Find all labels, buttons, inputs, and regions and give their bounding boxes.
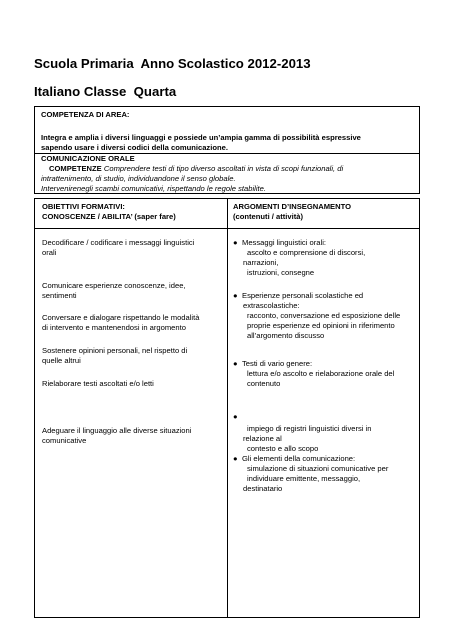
- bullet-icon: ●: [233, 238, 238, 247]
- topic-item: ● Gli elementi della comunicazione:: [233, 454, 356, 463]
- competenza-line-1: Integra e amplia i diversi linguaggi e possiede un’ampia gamma di possibilità espressive: [41, 133, 361, 142]
- topic-item: racconto, conversazione ed esposizione delle: [247, 311, 401, 320]
- competenze-text: Comprendere testi di tipo diverso ascoltati in vista di scopi funzionali, di: [101, 164, 344, 173]
- bullet-icon: ●: [233, 291, 238, 300]
- competenza-box: [34, 106, 420, 194]
- left-header-1: OBIETTIVI FORMATIVI:: [42, 202, 125, 211]
- topic-item: destinatario: [243, 484, 283, 493]
- column-divider: [227, 199, 228, 617]
- document-subtitle: Italiano Classe Quarta: [34, 84, 177, 99]
- topic-item: individuare emittente, messaggio,: [247, 474, 361, 483]
- topic-item: ● Testi di vario genere:: [233, 359, 313, 368]
- competenze-line-2: intrattenimento, di studio, individuandone il senso globale.: [41, 174, 236, 183]
- topic-item: relazione al: [243, 434, 282, 443]
- right-header-2: (contenuti / attività): [233, 212, 304, 221]
- topic-item: extrascolastiche:: [243, 301, 300, 310]
- topic-item: impiego di registri linguistici diversi in: [247, 424, 372, 433]
- topic-item: simulazione di situazioni comunicative per: [247, 464, 389, 473]
- objective-item: sentimenti: [42, 291, 77, 300]
- topic-item: ● Messaggi linguistici orali:: [233, 238, 326, 247]
- competenze-line-3: Intervenirenegli scambi comunicativi, rispettando le regole stabilite.: [41, 184, 266, 193]
- objectives-table: [34, 198, 420, 618]
- competenze-label: COMPETENZE: [49, 164, 102, 173]
- objective-item: Comunicare esperienze conoscenze, idee,: [42, 281, 186, 290]
- document-title: Scuola Primaria Anno Scolastico 2012-2013: [34, 56, 311, 71]
- topic-item: ● Esperienze personali scolastiche ed: [233, 291, 364, 300]
- right-header-1: ARGOMENTI D’INSEGNAMENTO: [233, 202, 351, 211]
- objective-item: quelle altrui: [42, 356, 81, 365]
- topic-item: ascolto e comprensione di discorsi,: [247, 248, 366, 257]
- objective-item: di intervento e mantenendosi in argomento: [42, 323, 186, 332]
- topic-item: istruzioni, consegne: [247, 268, 315, 277]
- bullet-icon: ●: [233, 359, 238, 368]
- objective-item: Adeguare il linguaggio alle diverse situazioni: [42, 426, 192, 435]
- topic-item: lettura e/o ascolto e rielaborazione orale del: [247, 369, 395, 378]
- competenza-line-2: sapendo usare i diversi codici della comunicazione.: [41, 143, 228, 152]
- comunicazione-heading: COMUNICAZIONE ORALE: [41, 154, 135, 163]
- objective-item: Conversare e dialogare rispettando le modalità: [42, 313, 200, 322]
- competenza-heading: COMPETENZA DI AREA:: [41, 110, 130, 119]
- left-header-2: CONOSCENZE / ABILITA’ (saper fare): [42, 212, 176, 221]
- objective-item: orali: [42, 248, 57, 257]
- competenze-line-1: [49, 164, 419, 174]
- topic-item: contenuto: [247, 379, 281, 388]
- topic-item: [233, 412, 417, 422]
- objective-item: comunicative: [42, 436, 87, 445]
- objective-item: Sostenere opinioni personali, nel rispetto di: [42, 346, 188, 355]
- objective-item: Decodificare / codificare i messaggi linguistici: [42, 238, 195, 247]
- header-divider: [35, 228, 419, 229]
- topic-item: all’argomento discusso: [247, 331, 325, 340]
- topic-item: narrazioni,: [243, 258, 279, 267]
- topic-item: proprie esperienze ed opinioni in riferimento: [247, 321, 395, 330]
- topic-item: contesto e allo scopo: [247, 444, 319, 453]
- bullet-icon: ●: [233, 454, 238, 463]
- bullet-icon: ●: [233, 412, 238, 421]
- objective-item: Rielaborare testi ascoltati e/o letti: [42, 379, 154, 388]
